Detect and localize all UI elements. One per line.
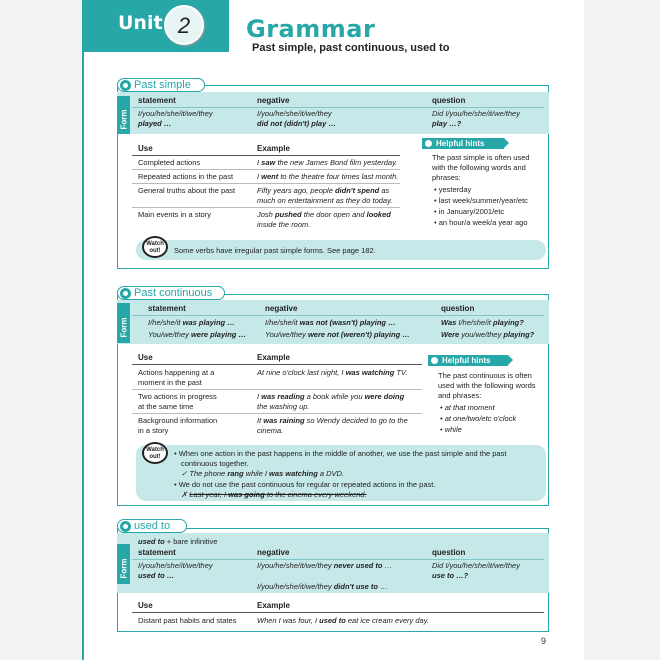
watch-out-text: continuous together. — [181, 459, 249, 468]
negative-line-1: I/you/he/she/it/we/they never used to … — [257, 561, 393, 570]
watch-out-example: ✓ The phone rang while I was watching a DVD. — [181, 469, 345, 478]
statement-line-2: played … — [138, 119, 172, 128]
example-cell: I was reading a book while you were doing — [257, 392, 405, 401]
header-statement: statement — [138, 96, 176, 105]
unit-number: 2 — [164, 5, 204, 45]
statement-line-2: used to … — [138, 571, 175, 580]
statement-line-1: I/he/she/it was playing … — [148, 318, 235, 327]
form-note: used to + bare infinitive — [138, 537, 218, 546]
helpful-hints-tab: Helpful hints — [422, 138, 504, 149]
header-question: question — [432, 548, 466, 557]
hints-text: The past continuous is often — [438, 371, 532, 380]
divider — [132, 207, 400, 208]
question-line-2: use to …? — [432, 571, 469, 580]
divider — [132, 364, 422, 365]
divider — [132, 169, 400, 170]
header-negative: negative — [265, 304, 298, 313]
negative-line-2: I/you/he/she/it/we/they didn't use to … — [257, 582, 388, 591]
divider — [132, 413, 422, 414]
example-cell: the washing up. — [257, 402, 310, 411]
negative-line-1: I/he/she/it was not (wasn't) playing … — [265, 318, 396, 327]
use-cell: in a story — [138, 426, 169, 435]
hints-text: phrases: — [432, 173, 461, 182]
bullet-icon — [120, 521, 131, 532]
watch-out-text: • When one action in the past happens in the middle of another, we use the past simple and the past — [174, 449, 507, 458]
example-cell: I went to the theatre four times last month. — [257, 172, 399, 181]
use-cell: at the same time — [138, 402, 194, 411]
divider — [132, 559, 544, 560]
example-header: Example — [257, 601, 290, 610]
used-to-pill: used to — [117, 519, 187, 533]
watch-out-text: • We do not use the past continuous for regular or repeated actions in the past. — [174, 480, 436, 489]
header-statement: statement — [138, 548, 176, 557]
hints-text: with the following words and — [432, 163, 526, 172]
question-line-2: play …? — [432, 119, 462, 128]
divider — [132, 107, 544, 108]
example-cell: much on entertainment as they do today. — [257, 196, 393, 205]
watch-out-badge: Watch out! — [142, 236, 168, 258]
divider — [132, 389, 422, 390]
use-header: Use — [138, 601, 153, 610]
question-line-1: Was I/he/she/it playing? — [441, 318, 524, 327]
divider — [132, 183, 400, 184]
past-simple-pill: Past simple — [117, 78, 205, 92]
page-title: Grammar — [246, 15, 376, 43]
page-left-rule — [82, 0, 84, 660]
use-header: Use — [138, 353, 153, 362]
use-cell: General truths about the past — [138, 186, 236, 195]
watch-out-example: ✗ Last year, I was going to the cinema every weekend. — [181, 490, 367, 499]
page-subtitle: Past simple, past continuous, used to — [252, 42, 450, 54]
hints-item: • last week/summer/year/etc — [434, 196, 528, 205]
hints-text: and phrases: — [438, 391, 482, 400]
hints-item: • while — [440, 425, 462, 434]
header-question: question — [432, 96, 466, 105]
use-cell: moment in the past — [138, 378, 202, 387]
use-cell: Distant past habits and states — [138, 616, 237, 625]
example-cell: Josh pushed the door open and looked — [257, 210, 391, 219]
title-divider — [227, 0, 229, 52]
form-tag: Form — [117, 544, 130, 584]
unit-label: Unit — [118, 12, 163, 34]
example-cell: It was raining so Wendy decided to go to the — [257, 416, 408, 425]
negative-line-2: did not (didn't) play … — [257, 119, 336, 128]
example-header: Example — [257, 353, 290, 362]
question-line-2: Were you/we/they playing? — [441, 330, 535, 339]
header-negative: negative — [257, 96, 290, 105]
form-tag: Form — [117, 96, 130, 134]
watch-out-badge: Watch out! — [142, 442, 168, 464]
divider — [132, 315, 544, 316]
use-cell: Repeated actions in the past — [138, 172, 234, 181]
bullet-icon — [120, 80, 131, 91]
hints-text: The past simple is often used — [432, 153, 530, 162]
example-cell: At nine o'clock last night, I was watching TV. — [257, 368, 408, 377]
use-cell: Actions happening at a — [138, 368, 215, 377]
question-line-1: Did I/you/he/she/it/we/they — [432, 109, 520, 118]
divider — [132, 155, 400, 156]
watch-out-text: Some verbs have irregular past simple forms. See page 182. — [174, 246, 376, 255]
negative-line-2: You/we/they were not (weren't) playing … — [265, 330, 410, 339]
use-cell: Completed actions — [138, 158, 201, 167]
example-cell: Fifty years ago, people didn't spend as — [257, 186, 390, 195]
use-header: Use — [138, 144, 153, 153]
hints-item: • an hour/a week/a year ago — [434, 218, 528, 227]
question-line-1: Did I/you/he/she/it/we/they — [432, 561, 520, 570]
form-tag: Form — [117, 303, 130, 343]
example-cell: When I was four, I used to eat ice cream every day. — [257, 616, 430, 625]
bullet-icon — [120, 288, 131, 299]
example-cell: inside the room. — [257, 220, 311, 229]
hints-item: • yesterday — [434, 185, 472, 194]
statement-line-1: I/you/he/she/it/we/they — [138, 109, 213, 118]
page-number: 9 — [541, 636, 547, 646]
header-question: question — [441, 304, 475, 313]
example-cell: I saw the new James Bond film yesterday. — [257, 158, 398, 167]
header-negative: negative — [257, 548, 290, 557]
negative-line-1: I/you/he/she/it/we/they — [257, 109, 332, 118]
example-cell: cinema. — [257, 426, 284, 435]
statement-line-2: You/we/they were playing … — [148, 330, 246, 339]
hints-text: used with the following words — [438, 381, 536, 390]
use-cell: Main events in a story — [138, 210, 211, 219]
statement-line-1: I/you/he/she/it/we/they — [138, 561, 213, 570]
use-cell: Background information — [138, 416, 218, 425]
hints-item: • at that moment — [440, 403, 495, 412]
header-statement: statement — [148, 304, 186, 313]
hints-item: • in January/2001/etc — [434, 207, 505, 216]
hints-item: • at one/two/etc o'clock — [440, 414, 517, 423]
example-header: Example — [257, 144, 290, 153]
use-cell: Two actions in progress — [138, 392, 217, 401]
past-continuous-pill: Past continuous — [117, 286, 225, 300]
divider — [132, 612, 544, 613]
helpful-hints-tab: Helpful hints — [428, 355, 508, 366]
